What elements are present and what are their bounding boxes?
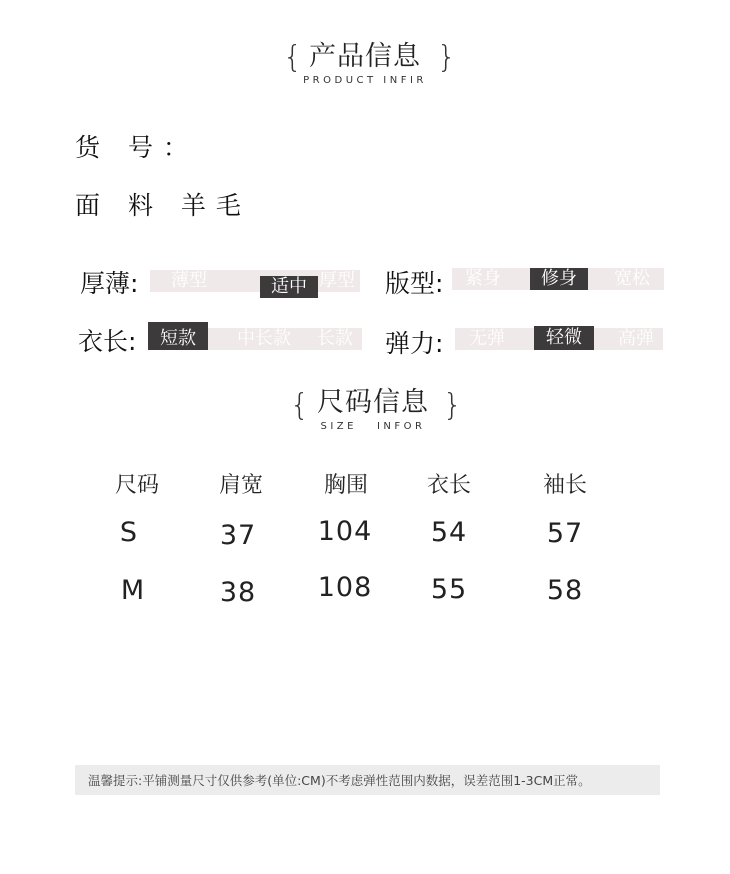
- size-table-cell: 57: [546, 518, 584, 549]
- size-table-header-size: 尺码: [114, 473, 159, 498]
- size-info-title: 尺码信息: [317, 387, 429, 418]
- thickness-label: 厚薄:: [80, 269, 139, 298]
- size-table-header-chest: 胸围: [323, 473, 368, 498]
- size-table-cell: 104: [317, 516, 373, 547]
- fabric-label: 面 料: [75, 191, 163, 220]
- measurement-note: 温馨提示:平铺测量尺寸仅供参考(单位:CM)不考虑弹性范围内数据，误差范围1-3CM正常。: [88, 773, 591, 788]
- length-label: 衣长:: [78, 327, 137, 356]
- brace-right: }: [437, 40, 457, 75]
- elasticity-label: 弹力:: [385, 329, 444, 358]
- size-table-cell: 55: [430, 574, 468, 605]
- length-option-short: 短款: [148, 322, 208, 350]
- thickness-option-thin: 薄型: [171, 270, 207, 291]
- size-info-heading: [8, 380, 730, 432]
- length-option-mid: 中长款: [237, 328, 291, 349]
- size-brace-left: {: [290, 388, 310, 423]
- fabric-line: [75, 186, 251, 222]
- size-table-cell: 54: [430, 517, 468, 548]
- size-info-subtitle: SIZE INFOR: [320, 421, 426, 432]
- size-table-cell: S: [119, 517, 139, 548]
- size-table-cell: 58: [546, 575, 584, 606]
- product-info-heading: [0, 34, 730, 86]
- product-info-title: 产品信息: [309, 41, 421, 72]
- elasticity-option-slight: 轻微: [534, 326, 594, 350]
- thickness-option-medium: 适中: [260, 276, 318, 298]
- brace-left: {: [283, 40, 303, 75]
- item-number-line: [75, 128, 198, 164]
- item-number-label: 货 号：: [75, 133, 198, 162]
- fabric-value: 羊毛: [180, 191, 251, 220]
- size-table-cell: 38: [219, 577, 257, 608]
- fit-option-slim: 修身: [530, 268, 588, 290]
- thickness-option-thick: 厚型: [319, 270, 355, 291]
- elasticity-option-none: 无弹: [469, 328, 505, 349]
- length-option-long: 长款: [317, 328, 353, 349]
- fit-option-loose: 宽松: [614, 268, 650, 289]
- fit-label: 版型:: [385, 269, 444, 298]
- fit-option-tight: 紧身: [465, 268, 501, 289]
- size-brace-right: }: [443, 388, 463, 423]
- elasticity-option-high: 高弹: [618, 328, 654, 349]
- size-table-header-length: 衣长: [426, 473, 471, 498]
- size-table-header-shoulder: 肩宽: [218, 473, 263, 498]
- size-table-cell: M: [120, 575, 146, 606]
- size-table-header-sleeve: 袖长: [542, 473, 587, 498]
- size-table-cell: 37: [219, 520, 257, 551]
- size-table-cell: 108: [317, 572, 373, 603]
- product-info-subtitle: PRODUCT INFIR: [303, 75, 427, 86]
